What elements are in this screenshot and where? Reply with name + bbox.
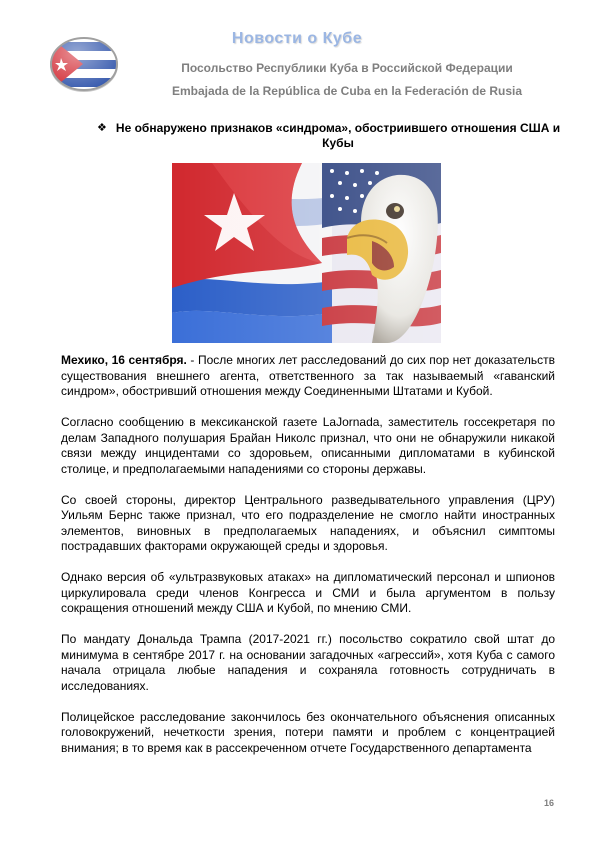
page-number: 16 xyxy=(543,798,554,808)
paragraph-2: Согласно сообщению в мексиканской газете LaJornada, заместитель госсекретаря по делам Западного полушария Брайан Николс признал, что они не обнаружили никакой связи между инцидентами со здоровьем, описанными дипломатами в кубинской столице, и предполагаемыми нападениями со стороны державы. xyxy=(61,415,555,476)
paragraph-3: Со своей стороны, директор Центрального разведывательного управления (ЦРУ) Уильям Бернс также признал, что его подразделение не смогло найти иностранных элементов, виновных в предполагаемых нападениях, и объяснил симптомы пострадавших факторами окружающей среды и здоровья. xyxy=(61,492,555,553)
article-body xyxy=(61,353,555,772)
article-headline xyxy=(97,121,561,151)
dateline: Мехико, 16 сентября. xyxy=(61,353,187,367)
diamond-bullet-icon: ❖ xyxy=(97,122,107,134)
paragraph-6: Полицейское расследование закончилось без окончательного объяснения описанных головокружений, нечеткости зрения, потери памяти и проблем с концентрацией внимания; в то время как в рассекреченном отчете Государственного департамента xyxy=(61,709,555,755)
paragraph-5: По мандату Дональда Трампа (2017-2021 гг.) посольство сократило свой штат до минимума в сентябре 2017 г. на основании загадочных «агрессий», хотя Куба с самого начала отрицала любые нападения и сохраняла готовность сотрудничать в исследованиях. xyxy=(61,632,555,693)
article-photo-flags-eagle xyxy=(172,163,441,343)
embassy-name-ru: Посольство Республики Куба в Российской Федерации xyxy=(181,61,513,75)
headline-text: Не обнаружено признаков «синдрома», обостриившего отношения США и Кубы xyxy=(115,121,561,150)
embassy-name-es: Embajada de la República de Cuba en la Federación de Rusia xyxy=(171,84,523,98)
newsletter-title: Новости о Кубе xyxy=(231,30,363,47)
paragraph-1-text: - После многих лет расследований до сих пор нет доказательств существования внешнего агента, ответственного за так называемый «гаванский синдром», обостривший отношения между Соединенными Штатами и Кубой. xyxy=(61,353,556,398)
paragraph-1 xyxy=(61,353,555,400)
paragraph-4: Однако версия об «ультразвуковых атаках» на дипломатический персонал и шпионов циркулировала среди членов Конгресса и СМИ и была аргументом в пользу сокращения отношений между США и Кубой, по мнению СМИ. xyxy=(61,570,555,615)
